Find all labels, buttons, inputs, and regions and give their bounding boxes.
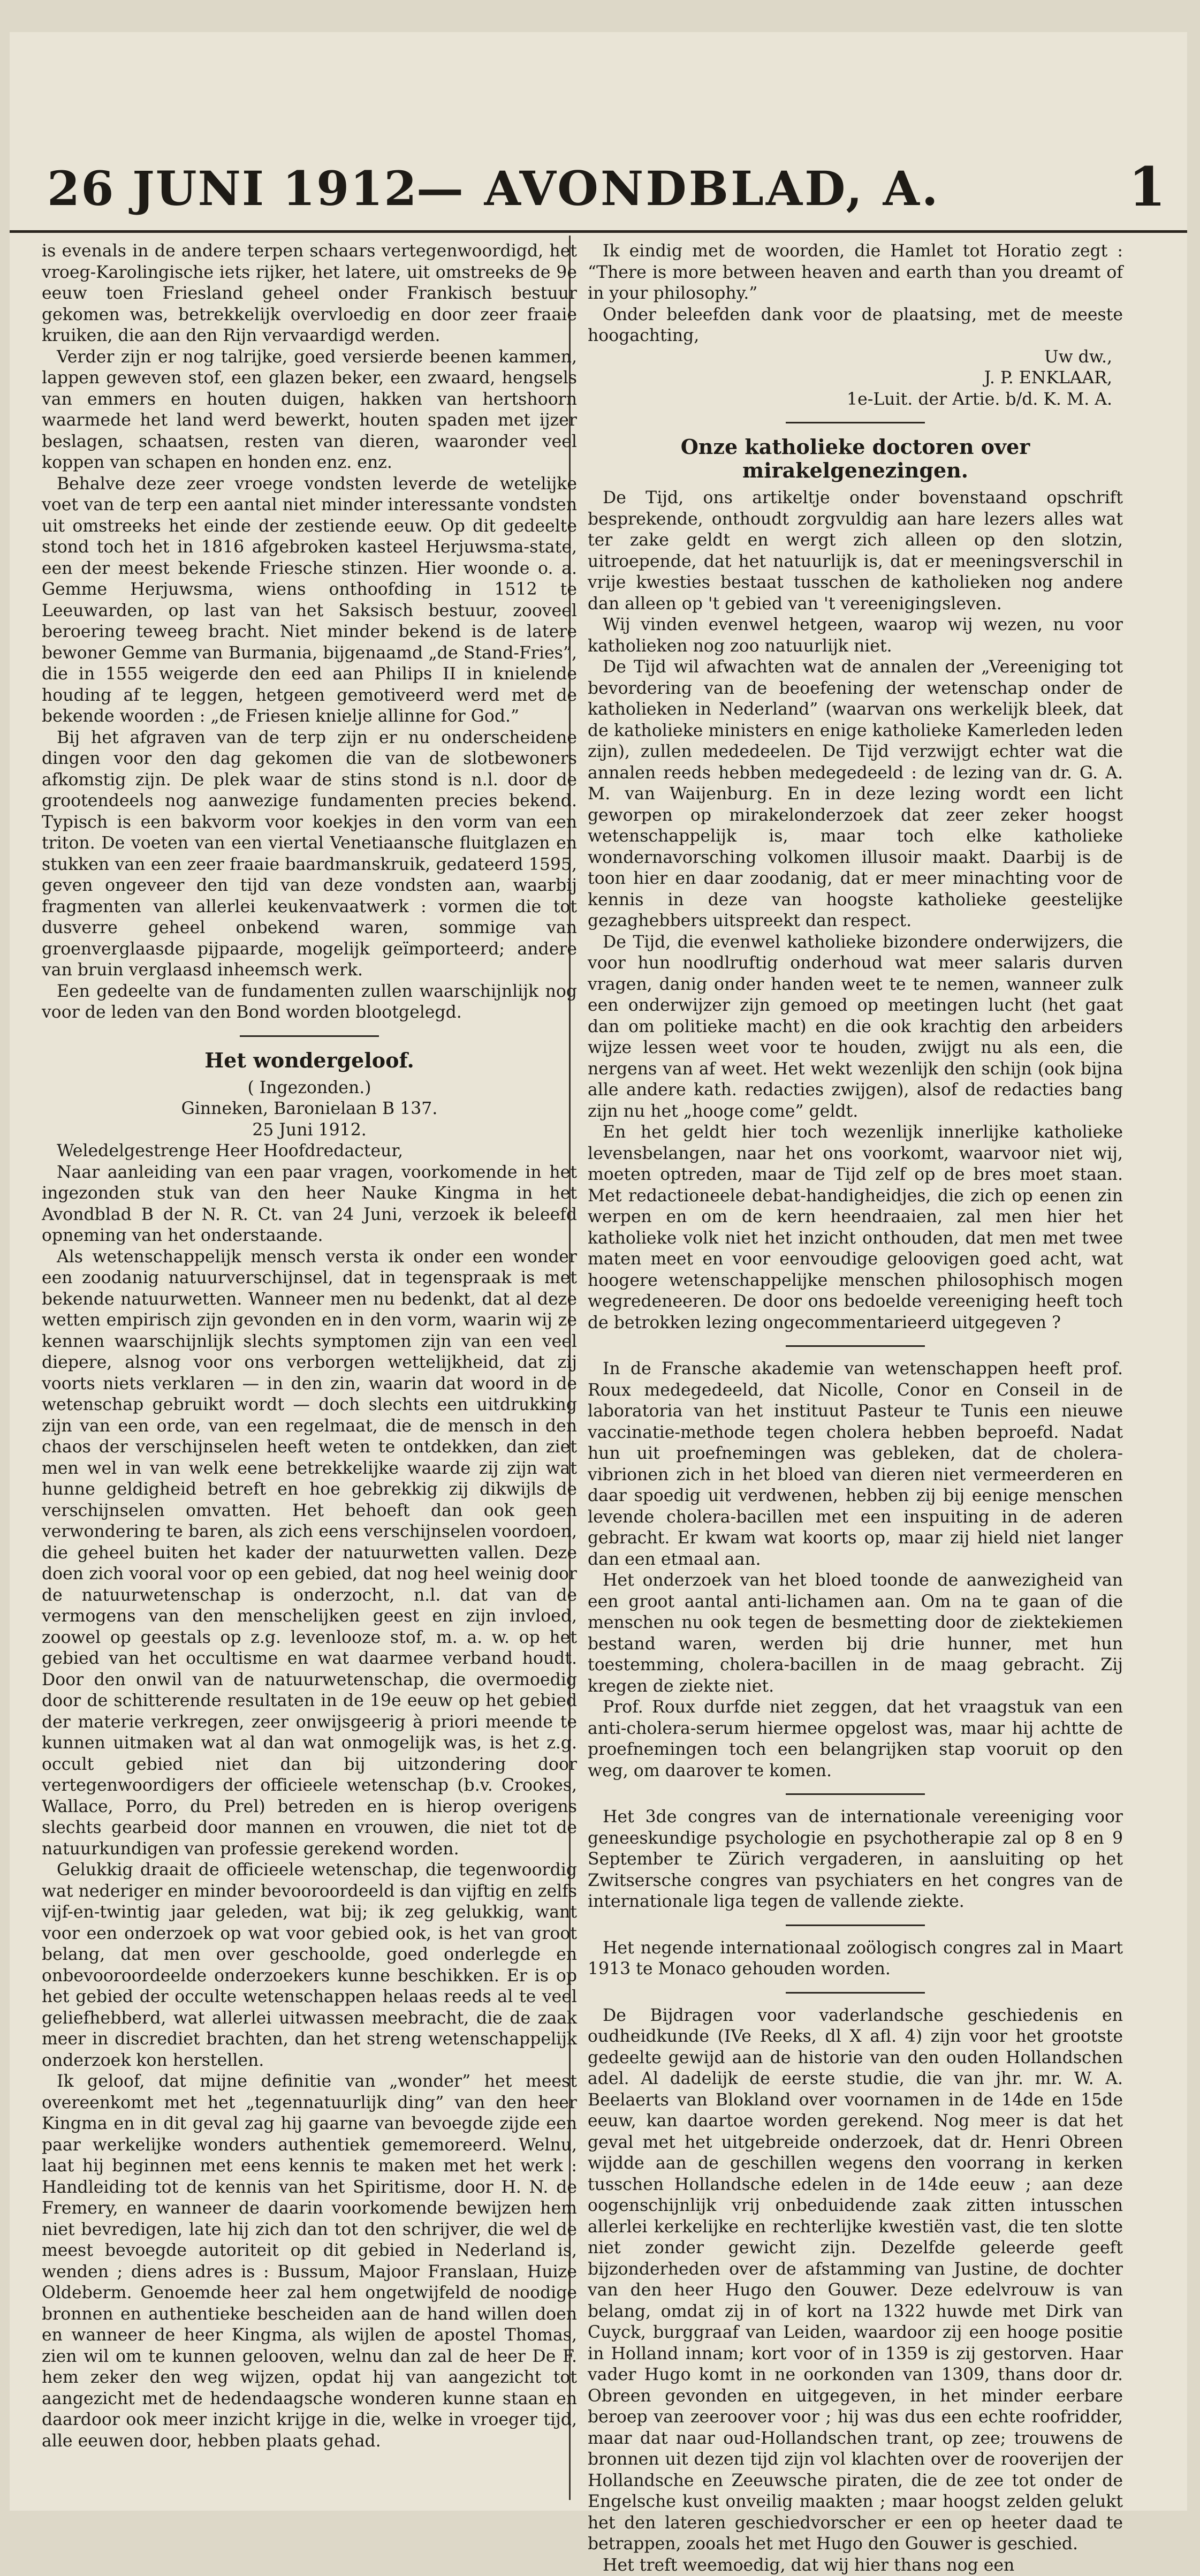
- letter-address: Ginneken, Baronielaan B 137.: [42, 1098, 577, 1120]
- paragraph: Wij vinden evenwel hetgeen, waarop wij wezen, nu voor katholieken nog zoo natuurlijk niet.: [588, 615, 1123, 657]
- signature-name: J. P. ENKLAAR,: [588, 368, 1123, 389]
- paragraph: De Tijd, ons artikeltje onder bovenstaand opschrift besprekende, onthoudt zorgvuldig aan hare lezers alles wat ter zake geldt en wergt zich alleen op den slotzin, uitroepende, dat het natuurlijk is, dat er meeningsverschil in vrije kwesties bestaat tusschen de katholieken nog andere dan alleen op 't gebied van 't vereenigingsleven.: [588, 488, 1123, 615]
- section-rule: [786, 1345, 925, 1347]
- newspaper-page: [10, 32, 1187, 2511]
- signature-rank: 1e-Luit. der Artie. b/d. K. M. A.: [588, 389, 1123, 411]
- paragraph: En het geldt hier toch wezenlijk innerlijke katholieke levensbelangen, naar het ons voorkomt, waarvoor niet wij, moeten optreden, maar de Tijd zelf op de bres moet staan. Met redactioneele debat-handigheidjes, die zich op eenen zin werpen en om de kern heendraaien, zal men hier het katholieke volk niet het inzicht onthouden, dat men met twee maten meet en voor eenvoudige geloovigen goed acht, wat hoogere wetenschappelijke menschen philosophisch mogen wegredeneeren. De door ons bedoelde vereeniging heeft toch de betrokken lezing ongecommentarieerd uitgegeven ?: [588, 1122, 1123, 1334]
- section-rule: [786, 1992, 925, 1994]
- section-rule: [786, 422, 925, 423]
- paragraph: Verder zijn er nog talrijke, goed versierde beenen kammen, lappen geweven stof, een glazen beker, een zwaard, hengsels van emmers en houten duigen, hakken van hertshoorn waarmede het land werd bewerkt, houten spaden met ijzer beslagen, schaatsen, resten van dieren, waaronder veel koppen van schapen en honden enz. enz.: [42, 347, 577, 474]
- masthead: [10, 139, 1187, 233]
- paragraph: Het onderzoek van het bloed toonde de aanwezigheid van een groot aantal anti-lichamen aan. Om na te gaan of die menschen nu ook tegen de besmetting door de ziektekiemen bestand waren, werden bij drie hunner, met hun toestemming, cholera-bacillen in de maag gebracht. Zij kregen de ziekte niet.: [588, 1570, 1123, 1697]
- article-heading-mirakelgenezingen: Onze katholieke doctoren over mirakelgenezingen.: [588, 435, 1123, 482]
- ingezonden-label: ( Ingezonden.): [42, 1078, 577, 1099]
- paragraph: De Tijd wil afwachten wat de annalen der „Vereeniging tot bevordering van de beoefening der wetenschap onder de katholieken in Nederland” (waarvan ons werkelijk bleek, dat de katholieke ministers en enige katholieke Kamerleden leden zijn), zullen mededeelen. De Tijd verzwijgt echter wat die annalen reeds hebben medegedeeld : de lezing van dr. G. A. M. van Waijenburg. En in deze lezing wordt een licht geworpen op mirakelonderzoek dat zeer zeker hoogst wetenschappelijk is, maar toch elke katholieke wondernavorsching volkomen illusoir maakt. Daarbij is de toon hier en daar zoodanig, dat er meer minachting voor de kennis in deze van hoogste katholieke geestelijke gezaghebbers uitspreekt dan respect.: [588, 657, 1123, 932]
- paragraph: Onder beleefden dank voor de plaatsing, met de meeste hoogachting,: [588, 305, 1123, 347]
- edition-title: — AVONDBLAD, A.: [416, 161, 940, 216]
- left-column: [42, 241, 577, 2500]
- paragraph: De Tijd, die evenwel katholieke bizondere onderwijzers, die voor hun noodlruftig onderhoud wat meer salaris durven vragen, danig onder handen weet te te nemen, wanneer zulk een onderwijzer zijn gemoed op meetingen lucht (het gaat dan om politieke macht) en die ook krachtig den arbeiders wijze lessen weet voor te houden, zwijgt nu als een, die nergens van af weet. Het wekt wezenlijk den schijn (ook bijna alle andere kath. redacties zwijgen), alsof de redacties bang zijn nu het „hooge come” geldt.: [588, 932, 1123, 1123]
- letter-date: 25 Juni 1912.: [42, 1120, 577, 1141]
- paragraph: Gelukkig draait de officieele wetenschap, die tegenwoordig wat nederiger en minder bevooroordeeld is dan vijftig en zelfs vijf-en-twintig jaar geleden, wat bij; ik zeg gelukkig, want voor een onderzoek op wat voor gebied ook, is het van groot belang, dat men over geschoolde, goed onderlegde en onbevooroordeelde onderzoekers kunne beschikken. Er is op het gebied der occulte wetenschappen helaas reeds al te veel geliefhebberd, wat allerlei uitwassen meebracht, die de zaak meer in discrediet brachten, dan het streng wetenschappelijk onderzoek kon herstellen.: [42, 1860, 577, 2071]
- paragraph: Het 3de congres van de internationale vereeniging voor geneeskundige psychologie en psychotherapie zal op 8 en 9 September te Zürich vergaderen, in aansluiting op het Zwitsersche congres van psychiaters en het congres van de internationale liga tegen de vallende ziekte.: [588, 1807, 1123, 1913]
- signature-closing: Uw dw.,: [588, 347, 1123, 368]
- letter-salutation: Weledelgestrenge Heer Hoofdredacteur,: [42, 1141, 577, 1162]
- paragraph: Ik eindig met de woorden, die Hamlet tot Horatio zegt : “There is more between heaven and earth than you dreamt of in your philosophy.”: [588, 241, 1123, 305]
- paragraph: Behalve deze zeer vroege vondsten leverde de wetelijke voet van de terp een aantal niet minder interessante vondsten uit omstreeks het einde der zestiende eeuw. Op dit gedeelte stond toch het in 1816 afgebroken kasteel Herjuwsma-state, een der meest bekende Friesche stinzen. Hier woonde o. a. Gemme Herjuwsma, wiens onthoofding in 1512 te Leeuwarden, op last van het Saksisch bestuur, zooveel beroering teweeg bracht. Niet minder bekend is de latere bewoner Gemme van Burmania, bijgenaamd „de Stand-Fries”, die in 1555 weigerde den eed aan Philips II in knielende houding af te leggen, hetgeen gemotiveerd werd met de bekende woorden : „de Friesen knielje allinne for God.”: [42, 474, 577, 728]
- paragraph: Het treft weemoedig, dat wij hier thans nog een: [588, 2555, 1123, 2576]
- paragraph: Prof. Roux durfde niet zeggen, dat het vraagstuk van een anti-cholera-serum hiermee opgelost was, maar hij achtte de proefnemingen toch een belangrijken stap vooruit op den weg, om daarover te komen.: [588, 1697, 1123, 1782]
- paragraph: is evenals in de andere terpen schaars vertegenwoordigd, het vroeg-Karolingische iets rijker, het latere, uit omstreeks de 9e eeuw toen Friesland geheel onder Frankisch bestuur gekomen was, betrekkelijk overvloedig en door zeer fraaie kruiken, die aan den Rijn vervaardigd werden.: [42, 241, 577, 347]
- issue-date: 26 JUNI 1912: [47, 161, 418, 216]
- section-rule: [240, 1035, 379, 1037]
- paragraph: In de Fransche akademie van wetenschappen heeft prof. Roux medegedeeld, dat Nicolle, Conor en Conseil in de laboratoria van het instituut Pasteur te Tunis een nieuwe vaccinatie-methode tegen cholera hebben beproefd. Nadat hun uit proefnemingen was gebleken, dat de cholera-vibrionen zich in het bloed van dieren niet vermeerderen en daar spoedig uit verdwenen, hebben zij bij eenige menschen levende cholera-bacillen met een inspuiting in de aderen gebracht. Er kwam wat koorts op, maar zij hield niet langer dan een etmaal aan.: [588, 1359, 1123, 1570]
- section-rule: [786, 1925, 925, 1926]
- section-rule: [786, 1793, 925, 1795]
- page-number: 1: [1128, 155, 1166, 218]
- paragraph: Als wetenschappelijk mensch versta ik onder een wonder een zoodanig natuurverschijnsel, dat in tegenspraak is met bekende natuurwetten. Wanneer men nu bedenkt, dat al deze wetten empirisch zijn gevonden en in den vorm, waarin wij ze kennen waarschijnlijk slechts symptomen zijn van een veel diepere, alsnog voor ons verborgen wettelijkheid, dat zij voorts niets verklaren — in den zin, waarin dat woord in de wetenschap gebruikt wordt — doch slechts een uitdrukking zijn van een orde, van een regelmaat, die de mensch in den chaos der verschijnselen heeft weten te ontdekken, dan ziet men wel in van welk eene betrekkelijke waarde zij zijn wat hunne geldigheid betreft en hoe gebrekkig zij dikwijls de verschijnselen omvatten. Het behoeft dan ook geen verwondering te baren, als zich eens verschijnselen voordoen, die geheel buiten het kader der natuurwetten vallen. Deze doen zich vooral voor op een gebied, dat nog heel weinig door de natuurwetenschap is onderzocht, n.l. dat van de vermogens van den menschelijken geest en zijn invloed, zoowel op geestals op z.g. levenlooze stof, m. a. w. op het gebied van het occultisme en wat daarmee verband houdt. Door den onwil van de natuurwetenschap, die overmoedig door de schitterende resultaten in de 19e eeuw op het gebied der materie verkregen, zeer onwijsgeerig à priori meende te kunnen uitmaken wat al dan wat onmogelijk was, is het z.g. occult gebied niet dan bij uitzondering door vertegenwoordigers der officieele wetenschap (b.v. Crookes, Wallace, Porro, du Prel) betreden en is hierop overigens slechts gearbeid door mannen en vrouwen, die niet tot de natuurkundigen van professie gerekend worden.: [42, 1247, 577, 1860]
- right-column: [588, 241, 1123, 2500]
- paragraph: De Bijdragen voor vaderlandsche geschiedenis en oudheidkunde (IVe Reeks, dl X afl. 4) zijn voor het grootste gedeelte gewijd aan de historie van den ouden Hollandschen adel. Al dadelijk de eerste studie, die van jhr. mr. W. A. Beelaerts van Blokland over voornamen in de 14de en 15de eeuw, kan daartoe worden gerekend. Nog meer is dat het geval met het uitgebreide onderzoek, dat dr. Henri Obreen wijdde aan de geschillen wegens den voorrang in kerken tusschen Hollandsche edelen in de 14de eeuw ; aan deze oogenschijnlijk vrij onbeduidende zaak zitten intusschen allerlei kerkelijke en rechterlijke kwestiën vast, die ten slotte niet zonder gewicht zijn. Dezelfde geleerde geeft bijzonderheden over de afstamming van Justine, de dochter van den heer Hugo den Gouwer. Deze edelvrouw is van belang, omdat zij in of kort na 1322 huwde met Dirk van Cuyck, burggraaf van Leiden, waardoor zij een hooge positie in Holland innam; kort voor of in 1359 is zij gestorven. Haar vader Hugo komt in ne oorkonden van 1309, thans door dr. Obreen gevonden en uitgegeven, in het minder eerbare beroep van zeeroover voor ; hij was dus een echte roofridder, maar dat naar oud-Hollandschen trant, op zee; trouwens de bronnen uit dezen tijd zijn vol klachten over de rooverijen der Hollandsche en Zeeuwsche piraten, die de zee tot onder de Engelsche kust onveilig maakten ; maar hoogst zelden gelukt het den lateren geschiedvorscher er een op heeter daad te betrappen, zooals het met Hugo den Gouwer is geschied.: [588, 2005, 1123, 2555]
- paragraph: Ik geloof, dat mijne definitie van „wonder” het meest overeenkomt met het „tegennatuurlijk ding” van den heer Kingma en in dit geval zag hij gaarne van bevoegde zijde een paar werkelijke wonders authentiek gememoreerd. Welnu, laat hij beginnen met eens kennis te maken met het werk : Handleiding tot de kennis van het Spiritisme, door H. N. de Fremery, en wanneer de daarin voorkomende bewijzen hem niet bevredigen, late hij zich dan tot den schrijver, die wel de meest bevoegde autoriteit op dit gebied in Nederland is, wenden ; diens adres is : Bussum, Majoor Franslaan, Huize Oldeberm. Genoemde heer zal hem ongetwijfeld de noodige bronnen en authentieke bescheiden aan de hand willen doen en wanneer de heer Kingma, als wijlen de apostel Thomas, zien wil om te kunnen gelooven, welnu dan zal de heer De F. hem zeker den weg wijzen, opdat hij van aangezicht tot aangezicht met de hedendaagsche wonderen kunne staan en daardoor ook meer inzicht krijge in die, welke in vroeger tijd, alle eeuwen door, hebben plaats gehad.: [42, 2071, 577, 2452]
- paragraph: Een gedeelte van de fundamenten zullen waarschijnlijk nog voor de leden van den Bond worden blootgelegd.: [42, 981, 577, 1024]
- paragraph: Bij het afgraven van de terp zijn er nu onderscheidene dingen voor den dag gekomen die van de slotbewoners afkomstig zijn. De plek waar de stins stond is n.l. door de grootendeels nog aanwezige fundamenten precies bekend. Typisch is een bakvorm voor koekjes in den vorm van een triton. De voeten van een viertal Venetiaansche fluitglazen en stukken van een zeer fraaie baardmanskruik, gedateerd 1595, geven ongeveer den tijd van deze vondsten aan, waarbij fragmenten van allerlei keukenvaatwerk : vormen die tot dusverre geheel onbekend waren, sommige van groenverglaasde pijpaarde, mogelijk geïmporteerd; andere van bruin verglaasd inheemsch werk.: [42, 728, 577, 981]
- paragraph: Het negende internationaal zoölogisch congres zal in Maart 1913 te Monaco gehouden worden.: [588, 1938, 1123, 1980]
- article-heading-wondergeloof: Het wondergeloof.: [42, 1049, 577, 1072]
- paragraph: Naar aanleiding van een paar vragen, voorkomende in het ingezonden stuk van den heer Nauke Kingma in het Avondblad B der N. R. Ct. van 24 Juni, verzoek ik beleefd opneming van het onderstaande.: [42, 1162, 577, 1247]
